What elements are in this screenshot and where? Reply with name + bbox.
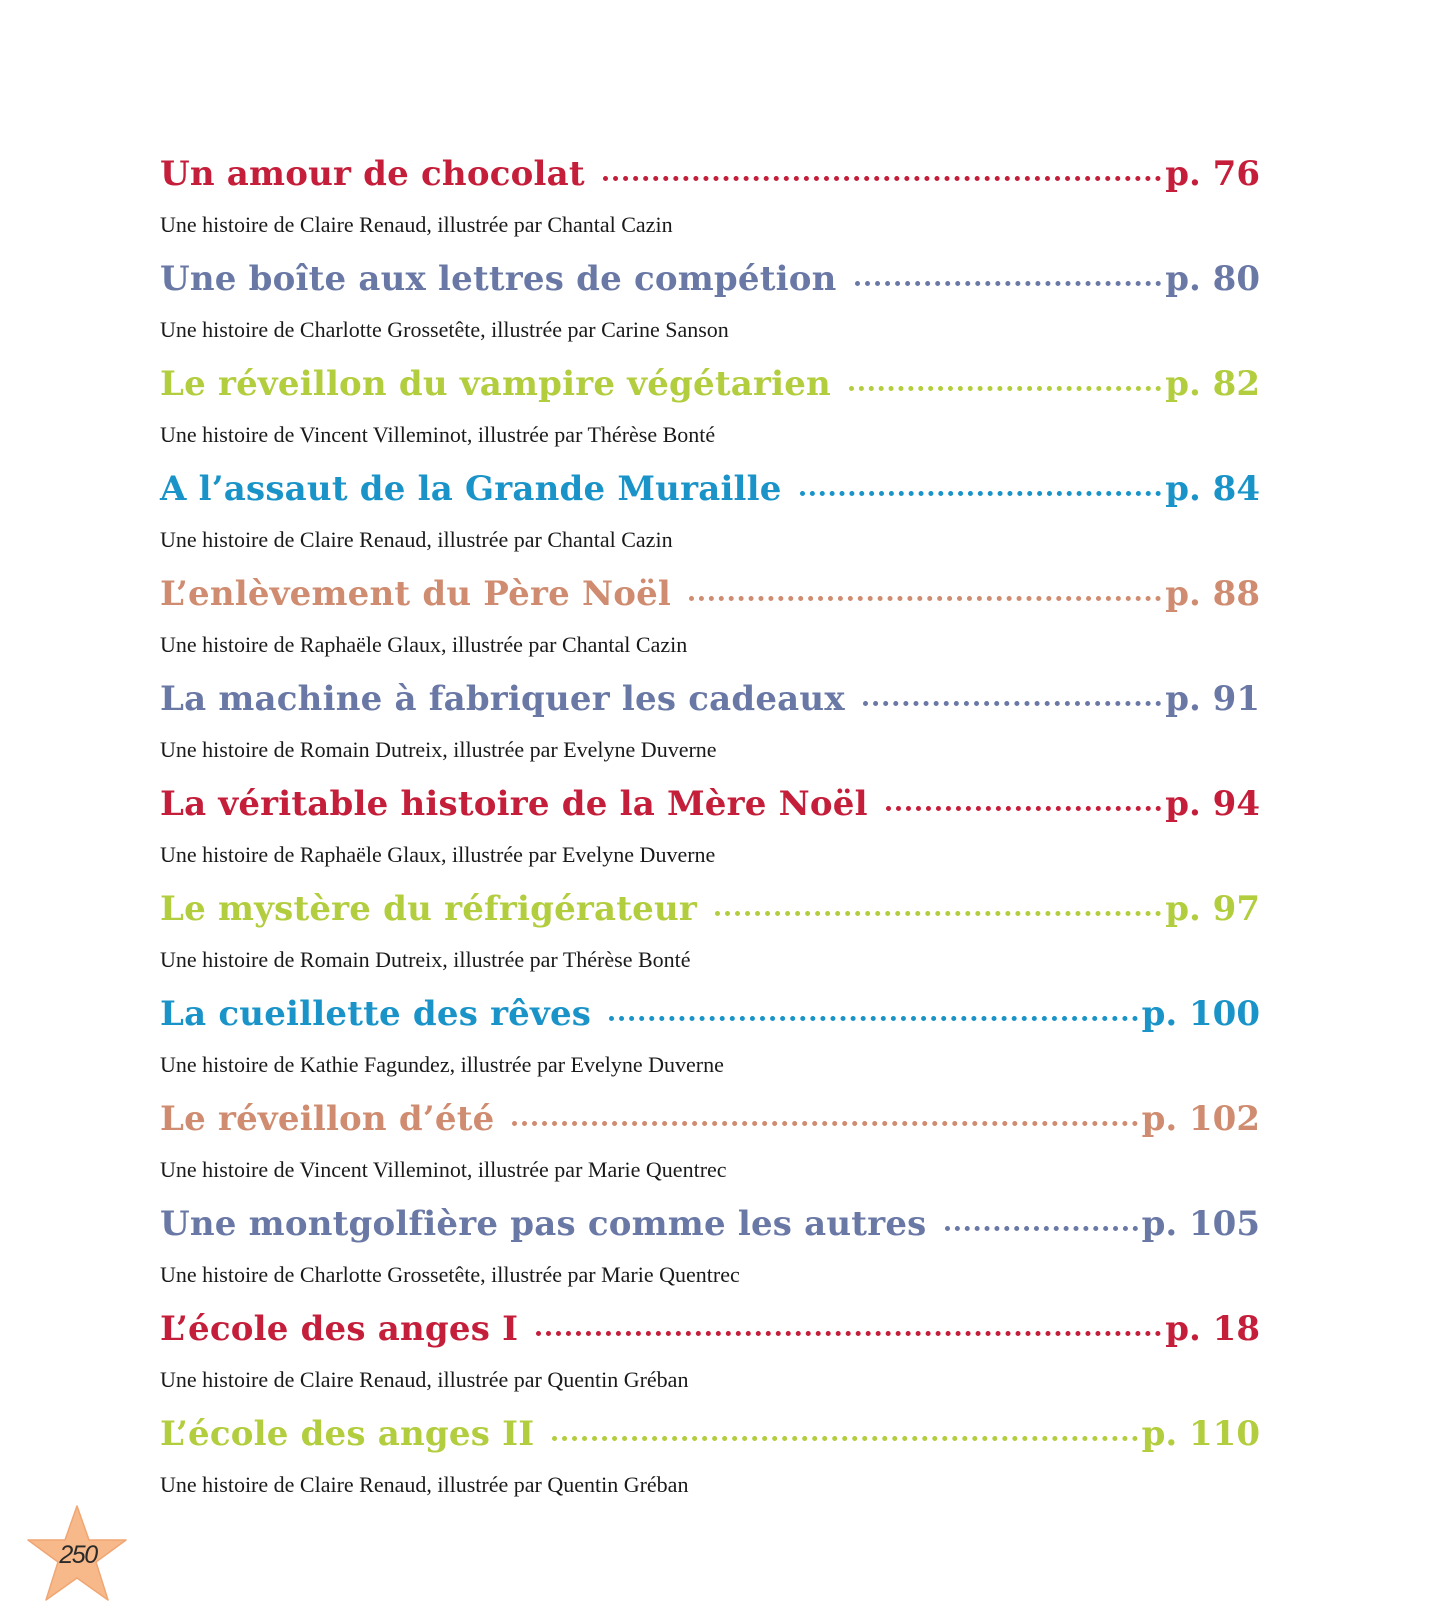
page-reference[interactable]: p. 100 [1141,994,1260,1034]
page-reference[interactable]: p. 76 [1165,154,1260,194]
story-credit: Une histoire de Charlotte Grossetête, illustrée par Marie Quentrec [160,1262,740,1287]
story-credit: Une histoire de Raphaële Glaux, illustrée par Evelyne Duverne [160,842,716,867]
story-title[interactable]: Le mystère du réfrigérateur [160,889,698,929]
page-reference[interactable]: p. 105 [1141,1204,1260,1244]
toc-entry[interactable] [160,679,1260,784]
page-reference[interactable]: p. 82 [1165,364,1260,404]
toc-title-row [160,1414,1260,1470]
page-reference[interactable]: p. 91 [1165,679,1260,719]
page-reference[interactable]: p. 97 [1165,889,1260,929]
toc-title-row [160,259,1260,315]
toc-entry[interactable] [160,994,1260,1099]
story-credit: Une histoire de Claire Renaud, illustrée par Quentin Gréban [160,1367,689,1392]
story-credit: Une histoire de Claire Renaud, illustrée par Quentin Gréban [160,1472,689,1497]
dot-leader [689,596,1161,601]
toc-title-row [160,679,1260,735]
toc-title-row [160,154,1260,210]
toc-entry[interactable] [160,364,1260,469]
page-reference[interactable]: p. 102 [1141,1099,1260,1139]
story-credit: Une histoire de Charlotte Grossetête, illustrée par Carine Sanson [160,317,729,342]
toc-entry[interactable] [160,784,1260,889]
toc-title-row [160,994,1260,1050]
story-credit: Une histoire de Vincent Villeminot, illustrée par Marie Quentrec [160,1157,727,1182]
dot-leader [552,1436,1137,1441]
toc-title-row [160,364,1260,420]
toc-entry[interactable] [160,889,1260,994]
dot-leader [536,1331,1161,1336]
dot-leader [800,491,1162,496]
story-credit: Une histoire de Claire Renaud, illustrée par Chantal Cazin [160,212,673,237]
story-credit: Une histoire de Claire Renaud, illustrée par Chantal Cazin [160,527,673,552]
dot-leader [603,176,1162,181]
toc-title-row [160,1309,1260,1365]
story-credit: Une histoire de Romain Dutreix, illustrée par Evelyne Duverne [160,737,717,762]
toc-title-row [160,889,1260,945]
dot-leader [886,806,1162,811]
toc-entry[interactable] [160,154,1260,259]
story-title[interactable]: L’école des anges II [160,1414,535,1454]
story-title[interactable]: Un amour de chocolat [160,154,585,194]
story-title[interactable]: L’école des anges I [160,1309,519,1349]
story-title[interactable]: Une montgolfière pas comme les autres [160,1204,927,1244]
story-title[interactable]: L’enlèvement du Père Noël [160,574,672,614]
table-of-contents [160,154,1260,1519]
page-reference[interactable]: p. 88 [1165,574,1260,614]
toc-title-row [160,1099,1260,1155]
toc-entry[interactable] [160,469,1260,574]
story-credit: Une histoire de Romain Dutreix, illustrée par Thérèse Bonté [160,947,691,972]
story-title[interactable]: Une boîte aux lettres de compétion [160,259,837,299]
story-title[interactable]: La machine à fabriquer les cadeaux [160,679,845,719]
dot-leader [715,911,1161,916]
story-title[interactable]: A l’assaut de la Grande Muraille [160,469,782,509]
story-title[interactable]: Le réveillon d’été [160,1099,495,1139]
story-credit: Une histoire de Vincent Villeminot, illustrée par Thérèse Bonté [160,422,716,447]
page-reference[interactable]: p. 18 [1165,1309,1260,1349]
toc-title-row [160,469,1260,525]
page-reference[interactable]: p. 80 [1165,259,1260,299]
toc-title-row [160,1204,1260,1260]
toc-title-row [160,574,1260,630]
dot-leader [863,701,1161,706]
toc-entry[interactable] [160,574,1260,679]
dot-leader [855,281,1162,286]
story-title[interactable]: La cueillette des rêves [160,994,592,1034]
story-title[interactable]: Le réveillon du vampire végétarien [160,364,831,404]
page-reference[interactable]: p. 94 [1165,784,1260,824]
toc-entry[interactable] [160,1204,1260,1309]
dot-leader [609,1016,1137,1021]
dot-leader [849,386,1161,391]
toc-title-row [160,784,1260,840]
page-reference[interactable]: p. 110 [1141,1414,1260,1454]
story-credit: Une histoire de Raphaële Glaux, illustrée par Chantal Cazin [160,632,688,657]
toc-entry[interactable] [160,1414,1260,1519]
toc-entry[interactable] [160,1309,1260,1414]
story-title[interactable]: La véritable histoire de la Mère Noël [160,784,868,824]
toc-entry[interactable] [160,1099,1260,1204]
story-credit: Une histoire de Kathie Fagundez, illustrée par Evelyne Duverne [160,1052,724,1077]
page-reference[interactable]: p. 84 [1165,469,1260,509]
dot-leader [512,1121,1137,1126]
dot-leader [945,1226,1138,1231]
page-number: 250 [59,1541,97,1569]
toc-entry[interactable] [160,259,1260,364]
